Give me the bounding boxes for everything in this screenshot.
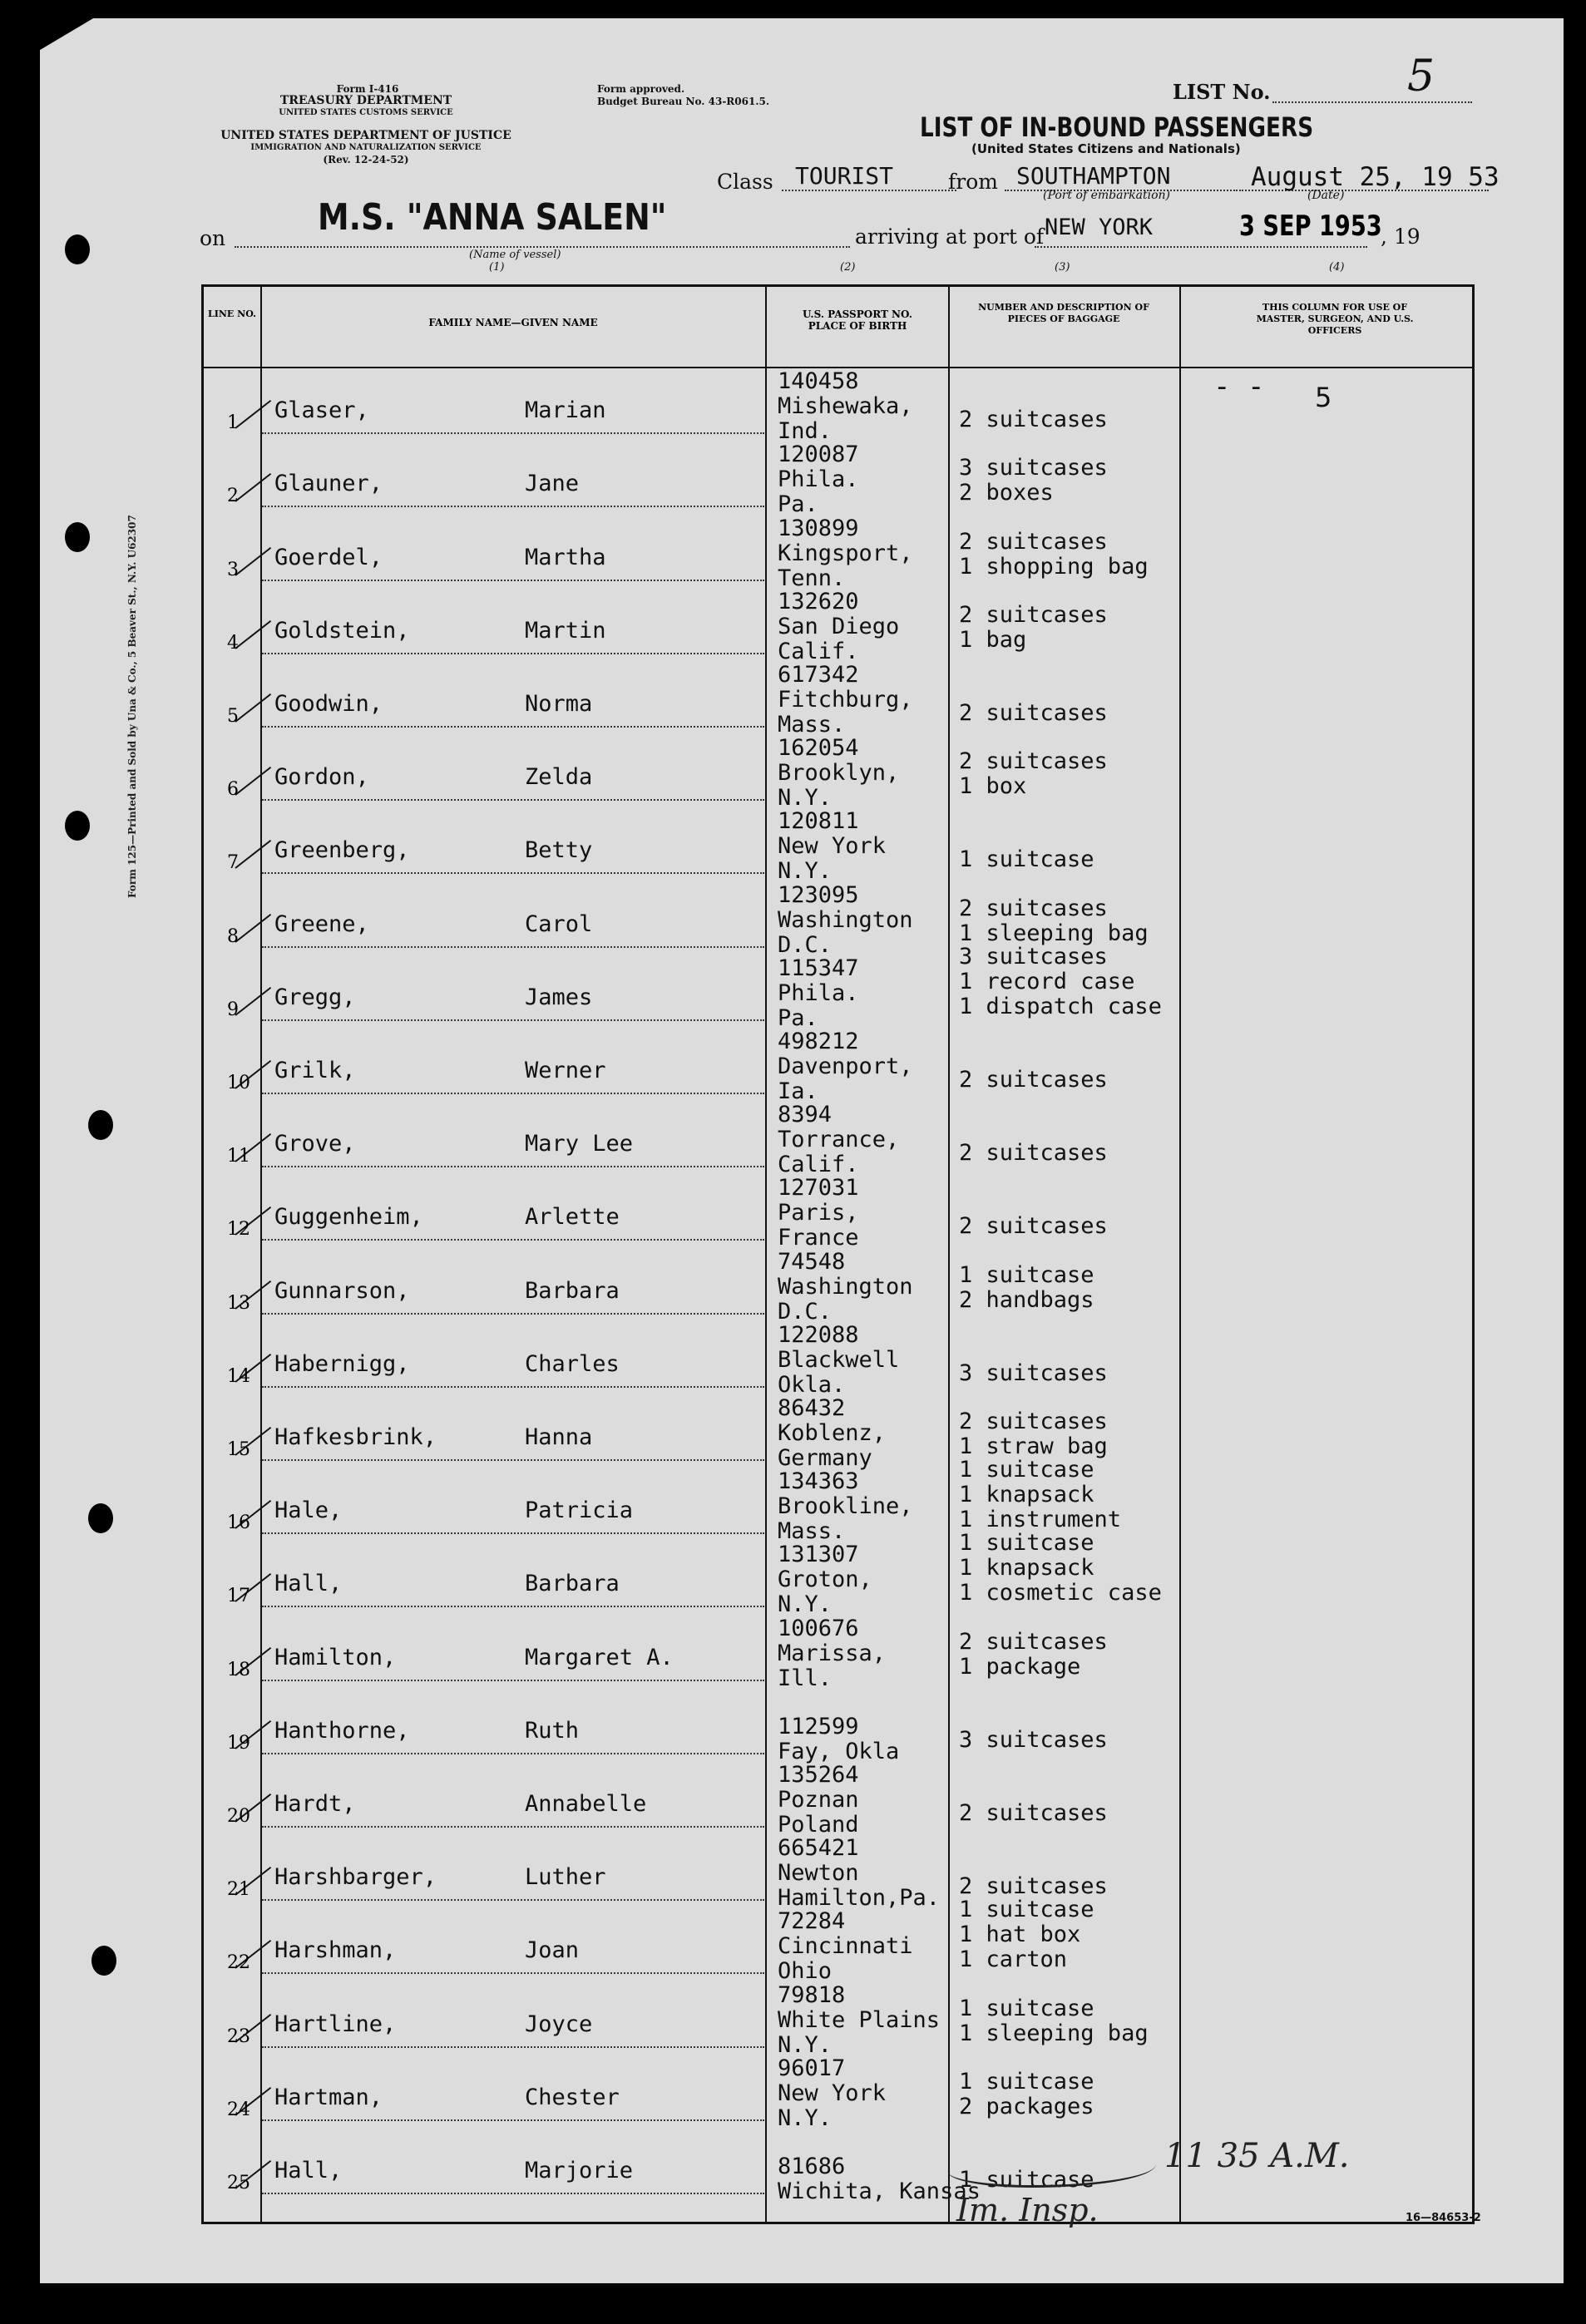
row-rule (262, 872, 764, 874)
given-name: Norma (525, 690, 593, 717)
baggage-line: 2 suitcases (959, 895, 1108, 921)
family-name: Hanthorne, (274, 1717, 410, 1744)
passport-birthplace-line: Brooklyn, (778, 760, 900, 787)
passenger-row (204, 1175, 1472, 1252)
baggage-line: 1 suitcase (959, 2068, 1094, 2095)
line-number: 18 (227, 1659, 250, 1680)
baggage-line: 1 bag (959, 626, 1027, 653)
passport-birthplace-line: Tenn. (778, 565, 846, 591)
officer-dashes: ‐ ‐ (1213, 370, 1265, 403)
line-number: 25 (227, 2172, 250, 2193)
row-rule (262, 653, 764, 654)
arrival-year: , 19 (1381, 225, 1420, 249)
row-rule (262, 1972, 764, 1974)
passport-birthplace-line: Newton (778, 1860, 859, 1887)
baggage-line: 1 record case (959, 968, 1135, 994)
col-caption-1: (1) (489, 261, 505, 274)
passport-birthplace-line: Mass. (778, 1518, 846, 1545)
passport-birthplace-line: Phila. (778, 466, 859, 493)
customs-service: UNITED STATES CUSTOMS SERVICE (279, 108, 453, 117)
given-name: Charles (525, 1350, 620, 1377)
passenger-row (204, 881, 1472, 959)
row-rule (262, 506, 764, 507)
check-mark (235, 400, 271, 429)
passenger-row (204, 1321, 1472, 1399)
row-rule (262, 1899, 764, 1901)
baggage-line: 2 suitcases (959, 1873, 1108, 1900)
given-name: Barbara (525, 1277, 620, 1304)
family-name: Goerdel, (274, 544, 383, 570)
passport-birthplace-line: 120811 (778, 808, 859, 835)
passenger-row (204, 1395, 1472, 1473)
baggage-line: 2 suitcases (959, 1213, 1108, 1240)
family-name: Gordon, (274, 764, 369, 791)
passenger-row (204, 515, 1472, 592)
baggage-line: 1 suitcase (959, 1897, 1094, 1923)
passport-birthplace-line: 123095 (778, 881, 859, 908)
family-name: Grilk, (274, 1057, 356, 1083)
passport-birthplace-line: 8394 (778, 1102, 833, 1128)
from-label: from (948, 170, 998, 194)
check-mark (235, 620, 271, 649)
arrival-line (1035, 246, 1367, 248)
passport-birthplace-line: Ind. (778, 418, 833, 445)
passport-birthplace-line: 617342 (778, 662, 859, 688)
passport-birthplace-line: Cincinnati (778, 1933, 913, 1960)
family-name: Hartman, (274, 2084, 383, 2110)
given-name: Barbara (525, 1571, 620, 1597)
form-number: Form I-416 (336, 83, 399, 95)
family-name: Hartline, (274, 2011, 397, 2037)
footer-code: 16—84653-2 (1406, 2212, 1481, 2224)
col-header-passport: U.S. PASSPORT NO. PLACE OF BIRTH (803, 308, 912, 332)
family-name: Habernigg, (274, 1350, 410, 1377)
line-number: 1 (227, 412, 239, 434)
form-approved: Form approved. (597, 83, 685, 95)
passport-birthplace-line: N.Y. (778, 785, 833, 812)
row-rule (262, 1532, 764, 1534)
passport-birthplace-line: Marissa, (778, 1640, 887, 1666)
row-rule (262, 1093, 764, 1094)
passport-birthplace-line: 130899 (778, 515, 859, 541)
family-name: Goodwin, (274, 690, 383, 717)
col-header-officers: THIS COLUMN FOR USE OF MASTER, SURGEON, AND U.S. OFFICERS (1256, 302, 1414, 336)
line-number: 9 (227, 999, 239, 1020)
class-line (782, 190, 956, 191)
given-name: Joyce (525, 2011, 593, 2037)
row-rule (262, 1459, 764, 1461)
punch-hole (88, 1503, 113, 1533)
family-name: Goldstein, (274, 617, 410, 644)
row-rule (262, 580, 764, 581)
passport-birthplace-line: Kingsport, (778, 540, 913, 566)
passport-birthplace-line: Pa. (778, 491, 818, 518)
row-rule (262, 2193, 764, 2194)
family-name: Glaser, (274, 397, 369, 424)
passport-birthplace-line: Mishewaka, (778, 393, 913, 420)
passport-birthplace-line: Phila. (778, 979, 859, 1006)
family-name: Hall, (274, 1571, 343, 1597)
line-number: 7 (227, 852, 239, 874)
vessel-name: M.S. "ANNA SALEN" (318, 196, 667, 239)
row-rule (262, 1239, 764, 1241)
baggage-line: 1 suitcase (959, 1261, 1094, 1288)
passenger-row (204, 1981, 1472, 2059)
baggage-line: 2 suitcases (959, 748, 1108, 775)
baggage-line: 1 suitcase (959, 846, 1094, 873)
passenger-row (204, 1615, 1472, 1692)
punch-hole (65, 522, 90, 552)
list-no-label: LIST No. (1173, 80, 1271, 104)
col-caption-2: (2) (840, 261, 856, 274)
baggage-line: 2 suitcases (959, 1408, 1108, 1434)
passenger-row (204, 943, 1472, 1033)
given-name: Werner (525, 1057, 606, 1083)
passenger-row (204, 1248, 1472, 1325)
baggage-line: 1 suitcase (959, 1530, 1094, 1557)
baggage-line: 1 package (959, 1653, 1081, 1680)
line-number: 3 (227, 559, 239, 580)
baggage-line: 2 packages (959, 2093, 1094, 2119)
passport-birthplace-line: 665421 (778, 1835, 859, 1862)
inspector-title: Im. Insp. (956, 2192, 1099, 2228)
check-mark (235, 987, 271, 1016)
row-rule (262, 946, 764, 948)
family-name: Gregg, (274, 984, 356, 1010)
row-rule (262, 432, 764, 434)
line-number: 12 (227, 1219, 250, 1241)
baggage-line: 1 sleeping bag (959, 2020, 1149, 2046)
passenger-row (204, 1029, 1472, 1106)
passenger-row (204, 1693, 1472, 1766)
passport-birthplace-line: Wichita, Kansas (778, 2178, 981, 2204)
passport-birthplace-line: N.Y. (778, 858, 833, 885)
passport-birthplace-line: 74548 (778, 1248, 846, 1275)
given-name: Marian (525, 397, 606, 424)
passport-birthplace-line: 115347 (778, 955, 859, 981)
passport-birthplace-line: Groton, (778, 1567, 872, 1593)
passport-birthplace-line: 135264 (778, 1762, 859, 1788)
passport-birthplace-line: Koblenz, (778, 1419, 887, 1446)
passenger-row (204, 808, 1472, 886)
family-name: Hale, (274, 1498, 343, 1524)
row-rule (262, 1166, 764, 1167)
passport-birthplace-line: San Diego (778, 613, 900, 639)
given-name: Luther (525, 1864, 606, 1891)
baggage-line: 1 box (959, 773, 1027, 800)
passport-birthplace-line: New York (778, 833, 887, 860)
given-name: Betty (525, 837, 593, 864)
passport-birthplace-line: Mass. (778, 711, 846, 738)
baggage-line: 1 sleeping bag (959, 920, 1149, 946)
row-rule (262, 726, 764, 728)
passenger-row (204, 1835, 1472, 1912)
row-rule (262, 2046, 764, 2048)
baggage-line: 3 suitcases (959, 455, 1108, 481)
baggage-line: 1 suitcase (959, 1995, 1094, 2021)
passport-birthplace-line: Calif. (778, 638, 859, 664)
line-number: 17 (227, 1586, 250, 1607)
passport-birthplace-line: Calif. (778, 1152, 859, 1178)
passport-birthplace-line: 127031 (778, 1175, 859, 1201)
row-rule (262, 1680, 764, 1681)
line-number: 5 (227, 705, 239, 727)
col-header-name: FAMILY NAME—GIVEN NAME (428, 317, 598, 328)
family-name: Hall, (274, 2157, 343, 2183)
date-caption: (Date) (1307, 189, 1345, 202)
col-caption-3: (3) (1055, 261, 1070, 274)
family-name: Hamilton, (274, 1644, 397, 1670)
check-mark (235, 767, 271, 796)
passport-birthplace-line: Poznan (778, 1786, 859, 1813)
class-label: Class (717, 170, 773, 194)
line-number: 15 (227, 1438, 250, 1460)
passport-birthplace-line: Poland (778, 1811, 859, 1838)
justice-dept: UNITED STATES DEPARTMENT OF JUSTICE (220, 129, 511, 142)
passport-birthplace-line: 134363 (778, 1468, 859, 1495)
family-name: Greene, (274, 910, 369, 937)
arrival-date-stamp: 3 SEP 1953 (1239, 210, 1382, 243)
passport-birthplace-line: France (778, 1225, 859, 1251)
row-rule (262, 1606, 764, 1607)
row-rule (262, 1386, 764, 1388)
passport-birthplace-line: N.Y. (778, 1591, 833, 1618)
baggage-line: 2 suitcases (959, 528, 1108, 555)
baggage-line: 3 suitcases (959, 1726, 1108, 1753)
family-name: Greenberg, (274, 837, 410, 864)
punch-hole (65, 234, 90, 264)
baggage-line: 2 suitcases (959, 407, 1108, 433)
family-name: Glauner, (274, 471, 383, 497)
baggage-line: 2 suitcases (959, 601, 1108, 628)
check-mark (235, 840, 271, 869)
passenger-row (204, 1102, 1472, 1179)
embark-port: SOUTHAMPTON (1016, 162, 1171, 190)
given-name: Chester (525, 2084, 620, 2110)
line-number: 8 (227, 925, 239, 947)
ins-service: IMMIGRATION AND NATURALIZATION SERVICE (250, 143, 482, 152)
given-name: Martin (525, 617, 606, 644)
given-name: Joan (525, 1937, 580, 1964)
line-number: 13 (227, 1292, 250, 1314)
embark-date: August 25, 19 53 (1251, 162, 1500, 192)
given-name: Patricia (525, 1498, 634, 1524)
baggage-line: 1 instrument (959, 1507, 1122, 1533)
page-title: LIST OF IN-BOUND PASSENGERS (920, 111, 1314, 143)
given-name: Margaret A. (525, 1644, 674, 1670)
passenger-row (204, 735, 1472, 812)
line-number: 6 (227, 779, 239, 801)
baggage-line: 3 suitcases (959, 1359, 1108, 1386)
check-mark (235, 914, 271, 943)
family-name: Gunnarson, (274, 1277, 410, 1304)
passenger-row (204, 662, 1472, 739)
line-number: 11 (227, 1146, 250, 1167)
passport-birthplace-line: 120087 (778, 442, 859, 468)
baggage-line: 2 suitcases (959, 1140, 1108, 1167)
class-value: TOURIST (795, 162, 894, 190)
baggage-line: 3 suitcases (959, 943, 1108, 970)
passport-birthplace-line: N.Y. (778, 2104, 833, 2131)
passport-birthplace-line: Davenport, (778, 1053, 913, 1079)
passenger-table (201, 284, 1475, 2224)
passport-birthplace-line: 140458 (778, 368, 859, 395)
col-header-line: LINE NO. (208, 308, 256, 319)
given-name: Ruth (525, 1717, 580, 1744)
passport-birthplace-line: Torrance, (778, 1127, 900, 1153)
row-rule (262, 2119, 764, 2121)
passport-birthplace-line: Fay, Okla (778, 1738, 900, 1764)
baggage-line: 1 knapsack (959, 1482, 1094, 1508)
line-number: 24 (227, 2099, 250, 2120)
baggage-line: 2 suitcases (959, 1799, 1108, 1826)
on-label: on (200, 226, 226, 250)
passport-birthplace-line: Ia. (778, 1078, 818, 1104)
baggage-line: 2 suitcases (959, 699, 1108, 726)
passport-birthplace-line: 86432 (778, 1395, 846, 1421)
line-number: 21 (227, 1879, 250, 1901)
baggage-line: 1 hat box (959, 1922, 1081, 1948)
passport-birthplace-line: D.C. (778, 931, 833, 958)
list-no-line (1272, 101, 1472, 103)
family-name: Hardt, (274, 1790, 356, 1817)
passport-birthplace-line: New York (778, 2080, 887, 2106)
vessel-line (235, 246, 850, 248)
passport-birthplace-line: 81686 (778, 2153, 846, 2179)
row-rule (262, 1313, 764, 1315)
passenger-row (204, 1762, 1472, 1839)
row-rule (262, 1019, 764, 1021)
punch-hole (65, 811, 90, 841)
line-number: 19 (227, 1732, 250, 1754)
given-name: Jane (525, 471, 580, 497)
budget-bureau: Budget Bureau No. 43-R061.5. (597, 96, 770, 107)
line-number: 23 (227, 2025, 250, 2047)
col-header-baggage: NUMBER AND DESCRIPTION OF PIECES OF BAGGAGE (978, 302, 1149, 324)
row-rule (262, 1753, 764, 1754)
punch-hole (91, 1946, 116, 1976)
passport-birthplace-line: 122088 (778, 1321, 859, 1348)
passport-birthplace-line: 162054 (778, 735, 859, 762)
passport-birthplace-line: Ill. (778, 1665, 833, 1691)
passport-birthplace-line: 79818 (778, 1981, 846, 2008)
row-rule (262, 799, 764, 801)
passport-birthplace-line: 100676 (778, 1615, 859, 1641)
given-name: Carol (525, 910, 593, 937)
line-number: 4 (227, 632, 239, 654)
baggage-line: 1 cosmetic case (959, 1580, 1162, 1606)
col-caption-4: (4) (1329, 261, 1345, 274)
passport-birthplace-line: N.Y. (778, 2031, 833, 2058)
inspector-signature: 11 35 A.M. (1164, 2137, 1350, 2175)
passenger-row (204, 588, 1472, 666)
baggage-line: 1 knapsack (959, 1555, 1094, 1581)
family-name: Grove, (274, 1131, 356, 1157)
port-caption: (Port of embarkation) (1043, 189, 1170, 202)
page-subtitle: (United States Citizens and Nationals) (971, 141, 1241, 156)
passport-birthplace-line: 96017 (778, 2055, 846, 2081)
arriving-label: arriving at port of (855, 225, 1045, 249)
passenger-row (204, 368, 1472, 446)
baggage-line: 1 suitcase (959, 2166, 1094, 2193)
baggage-line: 2 suitcases (959, 1066, 1108, 1093)
baggage-line: 1 dispatch case (959, 993, 1162, 1019)
baggage-line: 2 handbags (959, 1286, 1094, 1313)
check-mark (235, 473, 271, 502)
passport-birthplace-line: Germany (778, 1444, 872, 1471)
family-name: Guggenheim, (274, 1204, 423, 1231)
passenger-row (204, 442, 1472, 519)
baggage-line: 1 straw bag (959, 1433, 1108, 1459)
passport-birthplace-line: Hamilton,Pa. (778, 1885, 941, 1912)
check-mark (235, 547, 271, 576)
passport-birthplace-line: Ohio (778, 1958, 833, 1985)
passport-birthplace-line: Fitchburg, (778, 686, 913, 713)
given-name: Mary Lee (525, 1131, 634, 1157)
baggage-line: 2 boxes (959, 480, 1054, 506)
baggage-line: 2 suitcases (959, 1628, 1108, 1655)
baggage-line: 1 shopping bag (959, 553, 1149, 580)
line-number: 16 (227, 1512, 250, 1534)
given-name: Marjorie (525, 2157, 634, 2183)
family-name: Harshbarger, (274, 1864, 437, 1891)
line-number: 20 (227, 1805, 250, 1827)
list-no-value: 5 (1407, 52, 1435, 101)
passport-birthplace-line: D.C. (778, 1298, 833, 1325)
passport-birthplace-line: 132620 (778, 588, 859, 614)
passport-birthplace-line: Washington (778, 1273, 913, 1300)
vessel-caption: (Name of vessel) (469, 249, 561, 261)
given-name: Zelda (525, 764, 593, 791)
passport-birthplace-line: Washington (778, 906, 913, 933)
baggage-line: 1 carton (959, 1947, 1068, 1973)
passport-birthplace-line: 498212 (778, 1029, 859, 1054)
given-name: Annabelle (525, 1790, 647, 1817)
baggage-line: 1 suitcase (959, 1457, 1094, 1483)
officer-mark: 5 (1315, 382, 1332, 413)
passport-birthplace-line: Paris, (778, 1200, 859, 1226)
given-name: Martha (525, 544, 606, 570)
passport-birthplace-line: Pa. (778, 1004, 818, 1031)
given-name: James (525, 984, 593, 1010)
passenger-row (204, 2055, 1472, 2133)
revision: (Rev. 12-24-52) (323, 154, 409, 165)
passport-birthplace-line: Brookline, (778, 1493, 913, 1520)
row-rule (262, 1826, 764, 1828)
line-number: 10 (227, 1072, 250, 1093)
given-name: Arlette (525, 1204, 620, 1231)
family-name: Hafkesbrink, (274, 1424, 437, 1450)
line-number: 22 (227, 1952, 250, 1974)
treasury-dept: TREASURY DEPARTMENT (279, 94, 452, 107)
given-name: Hanna (525, 1424, 593, 1450)
passport-birthplace-line: White Plains (778, 2006, 941, 2033)
family-name: Harshman, (274, 1937, 397, 1964)
check-mark (235, 693, 271, 723)
passport-birthplace-line: Okla. (778, 1371, 846, 1398)
passport-birthplace-line: 112599 (778, 1713, 859, 1739)
printer-imprint: Form 125—Printed and Sold by Una & Co., 5 Beaver St., N.Y. U62307 (126, 515, 138, 898)
arrival-port: NEW YORK (1045, 215, 1154, 240)
line-number: 2 (227, 486, 239, 507)
passport-birthplace-line: Blackwell (778, 1346, 900, 1373)
punch-hole (88, 1110, 113, 1140)
passport-birthplace-line: 131307 (778, 1542, 859, 1568)
line-number: 14 (227, 1365, 250, 1387)
passport-birthplace-line: 72284 (778, 1908, 846, 1935)
